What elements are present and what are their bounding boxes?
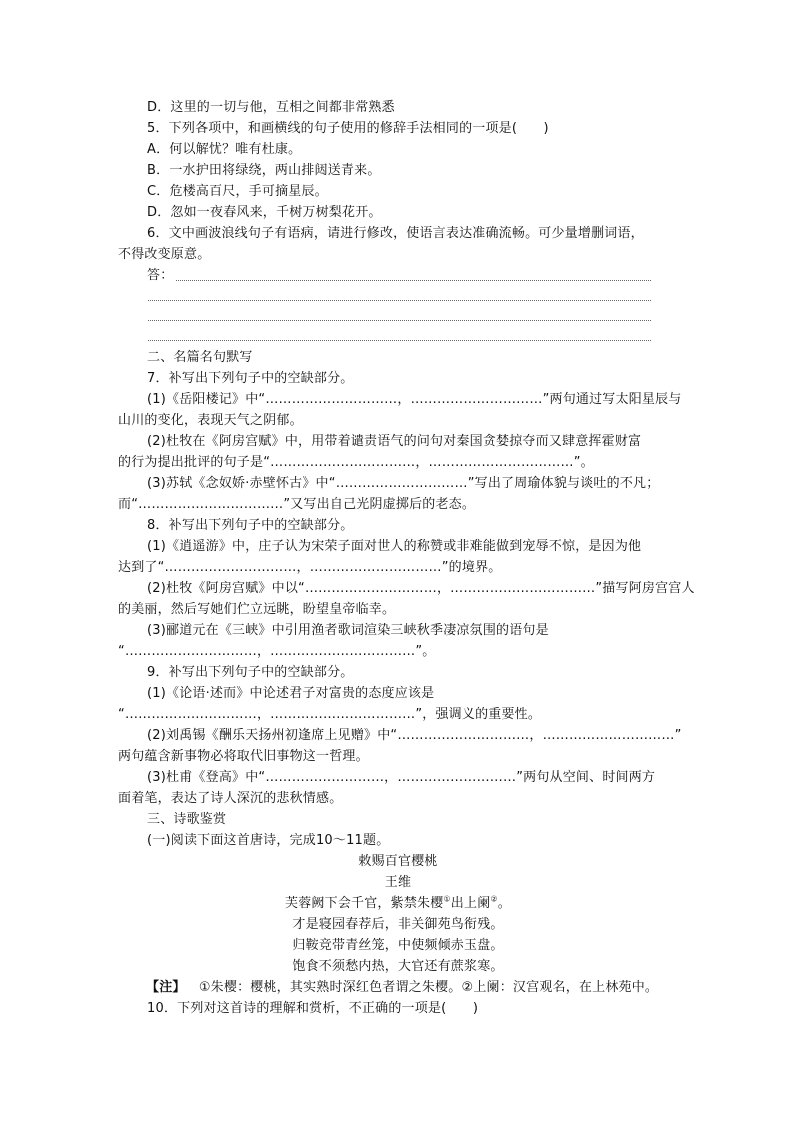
blank: ………………………… [542, 728, 675, 743]
q9-item1-line2: “…………………………，……………………………”，强调义的重要性。 [118, 707, 542, 722]
q10-stem: 10．下列对这首诗的理解和赏析，不正确的一项是( ) [147, 1001, 479, 1016]
poem-line-4: 饱食不须愁内热，大官还有蔗浆寒。 [292, 959, 504, 974]
blank: ………………………… [410, 392, 543, 407]
note-label: 【注】 [146, 980, 186, 995]
answer-line-2 [148, 300, 651, 301]
blank: …………………………… [450, 581, 596, 596]
blank: …………………………… [270, 644, 416, 659]
blank: ………………………… [124, 644, 257, 659]
q9-stem: 9．补写出下列句子中的空缺部分。 [147, 665, 354, 680]
q6-stem-line2: 不得改变原意。 [118, 247, 211, 262]
blank: ……………………… [265, 770, 385, 785]
blank: ………………………… [335, 476, 468, 491]
poem-note: 【注】 ①朱樱：樱桃，其实熟时深红色者谓之朱樱。②上阑：汉宫观名，在上林苑中。 [146, 980, 659, 995]
q8-item2-line2: 的美丽，然后写她们伫立远眺，盼望皇帝临幸。 [118, 602, 396, 617]
blank: ………………………… [304, 581, 437, 596]
q5-option-d: D．忽如一夜春风来，千树万树梨花开。 [147, 205, 382, 220]
q8-item3-line1: (3)郦道元在《三峡》中引用渔者歌词渲染三峡秋季凄凉氛围的语句是 [147, 623, 549, 638]
answer-line-4 [148, 340, 651, 341]
q7-item1-line1: (1)《岳阳楼记》中“…………………………，…………………………”两句通过写太阳星辰与 [147, 392, 682, 407]
poem-line-1: 芙蓉阙下会千官，紫禁朱樱①出上阑②。 [285, 894, 511, 911]
blank: ……………………… [397, 770, 517, 785]
q6-answer-label: 答： [147, 268, 174, 283]
poem-title: 敕赐百官樱桃 [358, 854, 438, 869]
blank: …………………………… [138, 497, 284, 512]
q4-option-d: D．这里的一切与他，互相之间都非常熟悉 [147, 100, 395, 115]
q8-item1-line2: 达到了“…………………………，…………………………”的境界。 [118, 560, 502, 575]
poem-line-3: 归鞍竞带青丝笼，中使频倾赤玉盘。 [292, 938, 504, 953]
q7-item1-line2: 山川的变化，表现天气之阴郁。 [118, 413, 303, 428]
blank: ………………………… [265, 392, 398, 407]
answer-line-3 [148, 320, 651, 321]
blank: …………………………… [428, 455, 574, 470]
section-heading-2: 二、名篇名句默写 [147, 350, 253, 365]
poem-line-2: 才是寝园春荐后，非关御苑鸟衔残。 [292, 917, 504, 932]
q5-option-a: A．何以解忧？唯有杜康。 [147, 142, 302, 157]
blank: ………………………… [124, 707, 257, 722]
q9-item3-line1: (3)杜甫《登高》中“………………………，………………………”两句从空间、时间两方 [147, 770, 656, 785]
q8-item3-line2: “…………………………，……………………………”。 [118, 644, 436, 659]
section-heading-3: 三、诗歌鉴赏 [147, 812, 227, 827]
q9-item2-line1: (2)刘禹锡《酬乐天扬州初逢席上见赠》中“…………………………，…………………………” [147, 728, 682, 743]
blank: ………………………… [397, 728, 530, 743]
q5-stem: 5．下列各项中，和画横线的句子使用的修辞手法相同的一项是( ) [147, 121, 549, 136]
q6-stem-line1: 6．文中画波浪线句子有语病，请进行修改，使语言表达准确流畅。可少量增删词语， [147, 226, 644, 241]
blank: …………………………… [270, 455, 416, 470]
answer-line-1 [176, 280, 651, 281]
q7-item3-line2: 而“……………………………”又写出自己光阴虚掷后的老态。 [118, 497, 476, 512]
blank: …………………………… [270, 707, 416, 722]
q7-item3-line1: (3)苏轼《念奴娇·赤壁怀古》中“…………………………”写出了周瑜体貌与谈吐的不凡； [147, 476, 660, 491]
q9-item2-line2: 两句蕴含新事物必将取代旧事物这一哲理。 [118, 749, 369, 764]
q5-option-b: B．一水护田将绿绕，两山排闼送青来。 [147, 163, 381, 178]
q9-item3-line2: 面着笔，表达了诗人深沉的悲秋情感。 [118, 791, 343, 806]
q7-item2-line2: 的行为提出批评的句子是“……………………………，……………………………”。 [118, 455, 594, 470]
q9-item1-line1: (1)《论语·述而》中论述君子对富贵的态度应该是 [147, 686, 435, 701]
q5-option-c: C．危楼高百尺，手可摘星辰。 [147, 184, 328, 199]
q7-item2-line1: (2)杜牧在《阿房宫赋》中，用带着谴责语气的问句对秦国贪婪掠夺而又肆意挥霍财富 [147, 434, 642, 449]
q7-stem: 7．补写出下列句子中的空缺部分。 [147, 371, 354, 386]
poem-author: 王维 [384, 875, 412, 890]
blank: ………………………… [309, 560, 442, 575]
q8-item1-line1: (1)《逍遥游》中，庄子认为宋荣子面对世人的称赞或非难能做到宠辱不惊，是因为他 [147, 539, 642, 554]
q8-stem: 8．补写出下列句子中的空缺部分。 [147, 518, 354, 533]
section3-intro: (一)阅读下面这首唐诗，完成10～11题。 [147, 833, 390, 848]
q8-item2-line1: (2)杜牧《阿房宫赋》中以“…………………………，……………………………”描写阿房宫宫人 [147, 581, 695, 596]
blank: ………………………… [164, 560, 297, 575]
